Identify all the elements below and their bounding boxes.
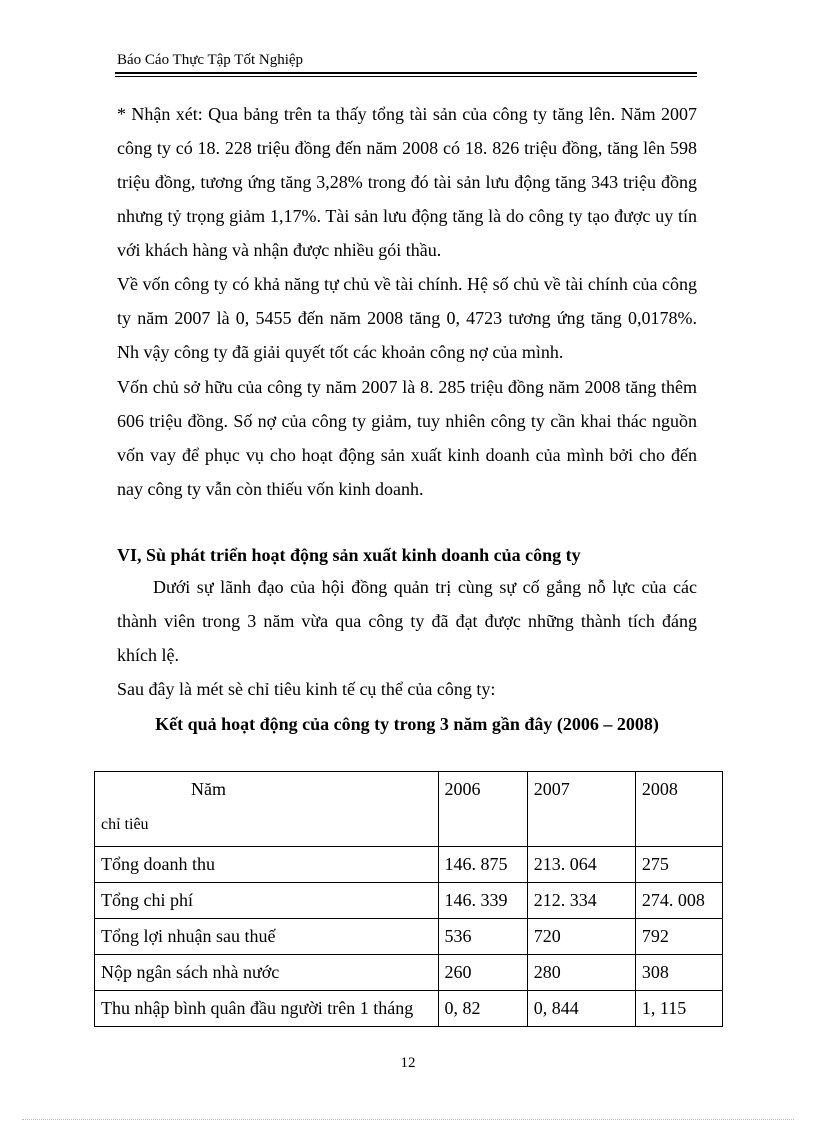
results-table	[94, 771, 723, 1027]
table-cell: 212. 334	[527, 883, 635, 919]
page-number: 12	[400, 1055, 416, 1071]
paragraph-intro-table-text: Sau đây là mét sè chỉ tiêu kinh tế cụ thể của công ty:	[117, 679, 496, 699]
paragraph-capital-text: Về vốn công ty có khả năng tự chủ về tài chính. Hệ số chủ về tài chính của công ty năm 2007 là 0, 5455 đến năm 2008 tăng 0, 4723 tương ứng tăng 0,0178%. Nh vậy công ty đã giải quyết tốt các khoản công nợ của mình.	[117, 274, 697, 362]
table-cell: 308	[635, 955, 722, 991]
table-row-label: Nộp ngân sách nhà nước	[95, 955, 439, 991]
header-rule-thin	[115, 76, 697, 77]
paragraph-intro-table	[117, 672, 697, 706]
table-cell: 536	[438, 919, 527, 955]
paragraph-capital	[117, 267, 697, 369]
paragraph-remark-text: * Nhận xét: Qua bảng trên ta thấy tổng tài sản của công ty tăng lên. Năm 2007 công ty có 18. 228 triệu đồng đến năm 2008 có 18. 826 triệu đồng, tăng lên 598 triệu đồng, tương ứng tăng 3,28% trong đó tài sản lưu động tăng 343 triệu đồng nhưng tỷ trọng giảm 1,17%. Tài sản lưu động tăng là do công ty tạo được uy tín với khách hàng và nhận được nhiều gói thầu.	[117, 104, 697, 260]
table-header-label-cell	[95, 772, 439, 847]
table-row	[95, 883, 723, 919]
page-header-title: Báo Cáo Thực Tập Tốt Nghiệp	[117, 52, 304, 68]
paragraph-remark	[117, 97, 697, 267]
section-heading: VI, Sù phát triển hoạt động sản xuất kinh doanh của công ty	[117, 545, 581, 565]
table-cell: 274. 008	[635, 883, 722, 919]
table-cell: 1, 115	[635, 991, 722, 1027]
table-row	[95, 919, 723, 955]
table-header-indicator-label: chỉ tiêu	[101, 816, 149, 833]
table-row-label: Tổng doanh thu	[95, 847, 439, 883]
table-row	[95, 847, 723, 883]
table-title: Kết quả hoạt động của công ty trong 3 năm gần đây (2006 – 2008)	[155, 714, 659, 734]
paragraph-equity	[117, 370, 697, 506]
table-row-label: Tổng lợi nhuận sau thuế	[95, 919, 439, 955]
table-cell: 720	[527, 919, 635, 955]
paragraph-leadership	[117, 570, 697, 672]
table-cell: 280	[527, 955, 635, 991]
table-row	[95, 955, 723, 991]
table-cell: 0, 82	[438, 991, 527, 1027]
table-header-year-label: Năm	[191, 779, 226, 799]
table-row-label: Tổng chi phí	[95, 883, 439, 919]
table-cell: 213. 064	[527, 847, 635, 883]
table-cell: 260	[438, 955, 527, 991]
paragraph-equity-text: Vốn chủ sở hữu của công ty năm 2007 là 8. 285 triệu đồng năm 2008 tăng thêm 606 triệu đồng. Số nợ của công ty giảm, tuy nhiên công ty cần khai thác nguồn vốn vay để phục vụ cho hoạt động sản xuất kinh doanh của mình bởi cho đến nay công ty vẫn còn thiếu vốn kinh doanh.	[117, 377, 697, 499]
table-cell: 146. 339	[438, 883, 527, 919]
table-row-label: Thu nhập bình quân đầu người trên 1 tháng	[95, 991, 439, 1027]
table-header-year: 2006	[438, 772, 527, 847]
table-cell: 792	[635, 919, 722, 955]
table-cell: 0, 844	[527, 991, 635, 1027]
header-rule	[115, 72, 697, 74]
table-cell: 275	[635, 847, 722, 883]
table-cell: 146. 875	[438, 847, 527, 883]
table-header-year: 2008	[635, 772, 722, 847]
table-header-row	[95, 772, 723, 847]
table-header-year: 2007	[527, 772, 635, 847]
table-row	[95, 991, 723, 1027]
page-bottom-border	[22, 1119, 794, 1120]
paragraph-leadership-text: Dưới sự lãnh đạo của hội đồng quản trị cùng sự cố gắng nỗ lực của các thành viên trong 3 năm vừa qua công ty đã đạt được những thành tích đáng khích lệ.	[117, 577, 697, 665]
